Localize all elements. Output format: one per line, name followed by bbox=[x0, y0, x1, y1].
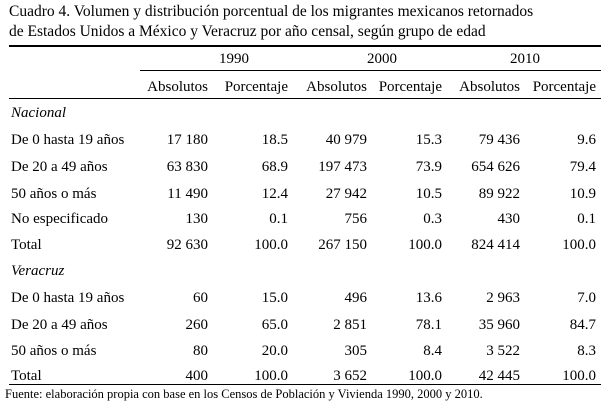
year-rule bbox=[446, 70, 601, 71]
table-cell: 15.3 bbox=[415, 132, 442, 148]
row-label: De 20 a 49 años bbox=[11, 159, 108, 175]
table-cell: 100.0 bbox=[408, 368, 442, 384]
year-header: 1990 bbox=[219, 51, 249, 67]
table-title-line-1: Cuadro 4. Volumen y distribución porcentual de los migrantes mexicanos retornados bbox=[9, 3, 534, 20]
row-label: 50 años o más bbox=[11, 186, 97, 202]
table-cell: 8.3 bbox=[577, 343, 596, 359]
table-cell: 100.0 bbox=[562, 237, 596, 253]
table-cell: 305 bbox=[344, 343, 367, 359]
column-header: Porcentaje bbox=[532, 79, 596, 95]
table-cell: 65.0 bbox=[261, 317, 288, 333]
table-cell: 100.0 bbox=[254, 368, 288, 384]
section-title: Nacional bbox=[11, 105, 66, 121]
column-header: Absolutos bbox=[147, 79, 208, 95]
table-cell: 197 473 bbox=[318, 159, 367, 175]
table-cell: 12.4 bbox=[261, 186, 288, 202]
column-header: Porcentaje bbox=[224, 79, 288, 95]
table-cell: 73.9 bbox=[415, 159, 442, 175]
table-title-line-2: de Estados Unidos a México y Veracruz por año censal, según grupo de edad bbox=[9, 23, 486, 40]
table-cell: 89 922 bbox=[478, 186, 520, 202]
table-cell: 15.0 bbox=[261, 290, 288, 306]
table-cell: 35 960 bbox=[478, 317, 520, 333]
table-cell: 17 180 bbox=[166, 132, 208, 148]
table-cell: 18.5 bbox=[261, 132, 288, 148]
table-cell: 8.4 bbox=[423, 343, 442, 359]
section-title: Veracruz bbox=[11, 263, 65, 279]
table-cell: 100.0 bbox=[408, 237, 442, 253]
table-cell: 756 bbox=[344, 211, 367, 227]
bottom-rule bbox=[9, 384, 601, 385]
row-label: Total bbox=[11, 237, 42, 253]
table-cell: 79 436 bbox=[478, 132, 520, 148]
year-header: 2010 bbox=[510, 51, 540, 67]
row-label: No especificado bbox=[11, 211, 109, 227]
table-cell: 3 522 bbox=[486, 343, 520, 359]
table-cell: 400 bbox=[185, 368, 208, 384]
source-note: Fuente: elaboración propia con base en los Censos de Población y Vivienda 1990, 2000 y 2010. bbox=[5, 387, 483, 401]
column-header: Porcentaje bbox=[378, 79, 442, 95]
table-cell: 260 bbox=[185, 317, 208, 333]
table-cell: 42 445 bbox=[478, 368, 520, 384]
header-rule bbox=[9, 98, 601, 99]
table-cell: 100.0 bbox=[254, 237, 288, 253]
table-cell: 130 bbox=[185, 211, 208, 227]
year-rule bbox=[296, 70, 446, 71]
table-cell: 496 bbox=[344, 290, 367, 306]
year-rule bbox=[140, 70, 296, 71]
column-header: Absolutos bbox=[306, 79, 367, 95]
table-cell: 3 652 bbox=[333, 368, 367, 384]
row-label: De 20 a 49 años bbox=[11, 317, 108, 333]
year-header: 2000 bbox=[367, 51, 397, 67]
top-rule bbox=[9, 45, 601, 47]
table-cell: 100.0 bbox=[562, 368, 596, 384]
table-cell: 10.5 bbox=[415, 186, 442, 202]
table-cell: 20.0 bbox=[261, 343, 288, 359]
row-label: De 0 hasta 19 años bbox=[11, 132, 125, 148]
table-cell: 68.9 bbox=[261, 159, 288, 175]
table-cell: 84.7 bbox=[569, 317, 596, 333]
table-cell: 60 bbox=[193, 290, 208, 306]
table-cell: 654 626 bbox=[471, 159, 520, 175]
table-cell: 63 830 bbox=[166, 159, 208, 175]
table-cell: 92 630 bbox=[166, 237, 208, 253]
table-cell: 7.0 bbox=[577, 290, 596, 306]
table-cell: 2 851 bbox=[333, 317, 367, 333]
table-cell: 79.4 bbox=[569, 159, 596, 175]
row-label: Total bbox=[11, 368, 42, 384]
table-cell: 2 963 bbox=[486, 290, 520, 306]
table-title bbox=[9, 2, 601, 42]
row-label: 50 años o más bbox=[11, 343, 97, 359]
table-cell: 430 bbox=[497, 211, 520, 227]
column-header: Absolutos bbox=[459, 79, 520, 95]
table-cell: 0.1 bbox=[577, 211, 596, 227]
table-cell: 824 414 bbox=[471, 237, 520, 253]
table-cell: 40 979 bbox=[325, 132, 367, 148]
row-label: De 0 hasta 19 años bbox=[11, 290, 125, 306]
table-cell: 10.9 bbox=[569, 186, 596, 202]
table-cell: 0.3 bbox=[423, 211, 442, 227]
table-cell: 13.6 bbox=[415, 290, 442, 306]
table-cell: 78.1 bbox=[415, 317, 442, 333]
table-cell: 267 150 bbox=[318, 237, 367, 253]
table-cell: 0.1 bbox=[269, 211, 288, 227]
table-cell: 9.6 bbox=[577, 132, 596, 148]
table-cell: 27 942 bbox=[325, 186, 367, 202]
table-cell: 11 490 bbox=[167, 186, 208, 202]
table-cell: 80 bbox=[193, 343, 208, 359]
